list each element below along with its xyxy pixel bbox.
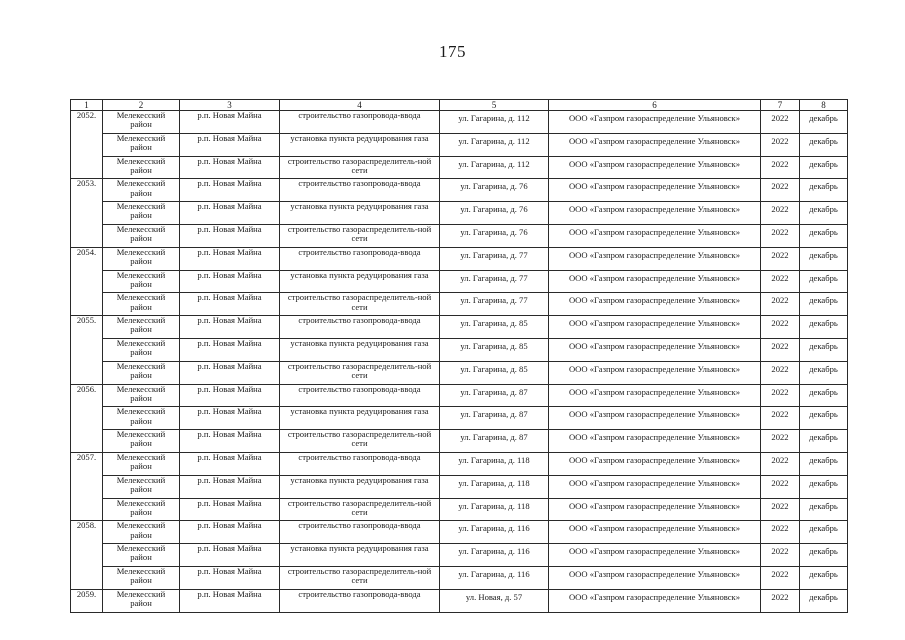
- month-cell: декабрь: [800, 247, 848, 270]
- year-cell: 2022: [761, 361, 800, 384]
- address-cell: ул. Гагарина, д. 112: [440, 111, 549, 134]
- month-cell: декабрь: [800, 224, 848, 247]
- month-cell: декабрь: [800, 544, 848, 567]
- organization-cell: ООО «Газпром газораспределение Ульяновск»: [549, 361, 761, 384]
- district-cell: Мелекесский район: [103, 224, 180, 247]
- year-cell: 2022: [761, 544, 800, 567]
- district-cell: Мелекесский район: [103, 430, 180, 453]
- year-cell: 2022: [761, 247, 800, 270]
- district-cell: Мелекесский район: [103, 498, 180, 521]
- district-cell: Мелекесский район: [103, 452, 180, 475]
- work-type-cell: установка пункта редуцирования газа: [280, 202, 440, 225]
- month-cell: декабрь: [800, 179, 848, 202]
- work-type-cell: строительство газопровода-ввода: [280, 316, 440, 339]
- entry-number-cell: 2053.: [71, 179, 103, 247]
- table-row: [71, 407, 848, 430]
- work-type-cell: установка пункта редуцирования газа: [280, 407, 440, 430]
- organization-cell: ООО «Газпром газораспределение Ульяновск»: [549, 179, 761, 202]
- district-cell: Мелекесский район: [103, 202, 180, 225]
- organization-cell: ООО «Газпром газораспределение Ульяновск»: [549, 498, 761, 521]
- address-cell: ул. Новая, д. 57: [440, 589, 549, 612]
- address-cell: ул. Гагарина, д. 118: [440, 498, 549, 521]
- work-type-cell: строительство газораспределитель-ной сети: [280, 293, 440, 316]
- month-cell: декабрь: [800, 407, 848, 430]
- table-row: [71, 133, 848, 156]
- table-row: [71, 384, 848, 407]
- work-type-cell: строительство газораспределитель-ной сети: [280, 498, 440, 521]
- entry-number-cell: 2058.: [71, 521, 103, 589]
- year-cell: 2022: [761, 111, 800, 134]
- district-cell: Мелекесский район: [103, 247, 180, 270]
- locality-cell: р.п. Новая Майна: [180, 407, 280, 430]
- month-cell: декабрь: [800, 452, 848, 475]
- header-col-5: 5: [440, 100, 549, 111]
- table-row: [71, 475, 848, 498]
- table-row: [71, 430, 848, 453]
- locality-cell: р.п. Новая Майна: [180, 566, 280, 589]
- entry-number-cell: 2052.: [71, 111, 103, 179]
- year-cell: 2022: [761, 566, 800, 589]
- table-row: [71, 224, 848, 247]
- year-cell: 2022: [761, 133, 800, 156]
- locality-cell: р.п. Новая Майна: [180, 224, 280, 247]
- district-cell: Мелекесский район: [103, 133, 180, 156]
- organization-cell: ООО «Газпром газораспределение Ульяновск»: [549, 156, 761, 179]
- locality-cell: р.п. Новая Майна: [180, 544, 280, 567]
- year-cell: 2022: [761, 156, 800, 179]
- month-cell: декабрь: [800, 521, 848, 544]
- district-cell: Мелекесский район: [103, 179, 180, 202]
- table-row: [71, 544, 848, 567]
- table-row: [71, 202, 848, 225]
- address-cell: ул. Гагарина, д. 87: [440, 430, 549, 453]
- year-cell: 2022: [761, 521, 800, 544]
- address-cell: ул. Гагарина, д. 77: [440, 247, 549, 270]
- locality-cell: р.п. Новая Майна: [180, 247, 280, 270]
- locality-cell: р.п. Новая Майна: [180, 293, 280, 316]
- district-cell: Мелекесский район: [103, 270, 180, 293]
- organization-cell: ООО «Газпром газораспределение Ульяновск»: [549, 384, 761, 407]
- year-cell: 2022: [761, 224, 800, 247]
- year-cell: 2022: [761, 202, 800, 225]
- table-row: [71, 521, 848, 544]
- month-cell: декабрь: [800, 202, 848, 225]
- header-col-4: 4: [280, 100, 440, 111]
- locality-cell: р.п. Новая Майна: [180, 361, 280, 384]
- year-cell: 2022: [761, 589, 800, 612]
- address-cell: ул. Гагарина, д. 87: [440, 407, 549, 430]
- locality-cell: р.п. Новая Майна: [180, 133, 280, 156]
- address-cell: ул. Гагарина, д. 76: [440, 179, 549, 202]
- locality-cell: р.п. Новая Майна: [180, 589, 280, 612]
- organization-cell: ООО «Газпром газораспределение Ульяновск»: [549, 407, 761, 430]
- district-cell: Мелекесский район: [103, 544, 180, 567]
- district-cell: Мелекесский район: [103, 293, 180, 316]
- table-row: [71, 338, 848, 361]
- month-cell: декабрь: [800, 430, 848, 453]
- address-cell: ул. Гагарина, д. 85: [440, 338, 549, 361]
- address-cell: ул. Гагарина, д. 116: [440, 566, 549, 589]
- header-col-6: 6: [549, 100, 761, 111]
- page-number: 175: [439, 42, 466, 61]
- organization-cell: ООО «Газпром газораспределение Ульяновск»: [549, 544, 761, 567]
- organization-cell: ООО «Газпром газораспределение Ульяновск»: [549, 293, 761, 316]
- organization-cell: ООО «Газпром газораспределение Ульяновск»: [549, 338, 761, 361]
- address-cell: ул. Гагарина, д. 112: [440, 133, 549, 156]
- gasification-table: [70, 99, 848, 613]
- locality-cell: р.п. Новая Майна: [180, 202, 280, 225]
- entry-number-cell: 2056.: [71, 384, 103, 452]
- locality-cell: р.п. Новая Майна: [180, 475, 280, 498]
- work-type-cell: строительство газопровода-ввода: [280, 521, 440, 544]
- district-cell: Мелекесский район: [103, 589, 180, 612]
- year-cell: 2022: [761, 270, 800, 293]
- district-cell: Мелекесский район: [103, 316, 180, 339]
- year-cell: 2022: [761, 498, 800, 521]
- locality-cell: р.п. Новая Майна: [180, 430, 280, 453]
- organization-cell: ООО «Газпром газораспределение Ульяновск»: [549, 202, 761, 225]
- header-col-2: 2: [103, 100, 180, 111]
- entry-number-cell: 2057.: [71, 452, 103, 520]
- header-col-3: 3: [180, 100, 280, 111]
- month-cell: декабрь: [800, 316, 848, 339]
- organization-cell: ООО «Газпром газораспределение Ульяновск»: [549, 133, 761, 156]
- work-type-cell: строительство газораспределитель-ной сети: [280, 361, 440, 384]
- table-row: [71, 247, 848, 270]
- organization-cell: ООО «Газпром газораспределение Ульяновск»: [549, 224, 761, 247]
- work-type-cell: строительство газораспределитель-ной сети: [280, 566, 440, 589]
- organization-cell: ООО «Газпром газораспределение Ульяновск»: [549, 430, 761, 453]
- district-cell: Мелекесский район: [103, 338, 180, 361]
- locality-cell: р.п. Новая Майна: [180, 384, 280, 407]
- locality-cell: р.п. Новая Майна: [180, 338, 280, 361]
- table-row: [71, 452, 848, 475]
- work-type-cell: установка пункта редуцирования газа: [280, 338, 440, 361]
- table-row: [71, 498, 848, 521]
- work-type-cell: строительство газопровода-ввода: [280, 384, 440, 407]
- organization-cell: ООО «Газпром газораспределение Ульяновск»: [549, 316, 761, 339]
- district-cell: Мелекесский район: [103, 407, 180, 430]
- district-cell: Мелекесский район: [103, 566, 180, 589]
- address-cell: ул. Гагарина, д. 76: [440, 202, 549, 225]
- table-row: [71, 111, 848, 134]
- address-cell: ул. Гагарина, д. 85: [440, 316, 549, 339]
- entry-number-cell: 2055.: [71, 316, 103, 384]
- table-row: [71, 316, 848, 339]
- work-type-cell: строительство газопровода-ввода: [280, 111, 440, 134]
- address-cell: ул. Гагарина, д. 76: [440, 224, 549, 247]
- month-cell: декабрь: [800, 270, 848, 293]
- table-body: [71, 111, 848, 613]
- organization-cell: ООО «Газпром газораспределение Ульяновск»: [549, 247, 761, 270]
- table-row: [71, 270, 848, 293]
- district-cell: Мелекесский район: [103, 111, 180, 134]
- month-cell: декабрь: [800, 384, 848, 407]
- table-row: [71, 156, 848, 179]
- work-type-cell: установка пункта редуцирования газа: [280, 544, 440, 567]
- address-cell: ул. Гагарина, д. 116: [440, 544, 549, 567]
- work-type-cell: строительство газораспределитель-ной сети: [280, 224, 440, 247]
- locality-cell: р.п. Новая Майна: [180, 156, 280, 179]
- district-cell: Мелекесский район: [103, 156, 180, 179]
- locality-cell: р.п. Новая Майна: [180, 498, 280, 521]
- organization-cell: ООО «Газпром газораспределение Ульяновск»: [549, 566, 761, 589]
- table-row: [71, 293, 848, 316]
- column-number-row: [71, 100, 848, 111]
- locality-cell: р.п. Новая Майна: [180, 521, 280, 544]
- address-cell: ул. Гагарина, д. 87: [440, 384, 549, 407]
- locality-cell: р.п. Новая Майна: [180, 179, 280, 202]
- month-cell: декабрь: [800, 133, 848, 156]
- table-row: [71, 361, 848, 384]
- month-cell: декабрь: [800, 361, 848, 384]
- work-type-cell: строительство газораспределитель-ной сети: [280, 430, 440, 453]
- month-cell: декабрь: [800, 293, 848, 316]
- address-cell: ул. Гагарина, д. 112: [440, 156, 549, 179]
- month-cell: декабрь: [800, 156, 848, 179]
- address-cell: ул. Гагарина, д. 116: [440, 521, 549, 544]
- year-cell: 2022: [761, 384, 800, 407]
- locality-cell: р.п. Новая Майна: [180, 452, 280, 475]
- locality-cell: р.п. Новая Майна: [180, 111, 280, 134]
- year-cell: 2022: [761, 179, 800, 202]
- entry-number-cell: 2054.: [71, 247, 103, 315]
- district-cell: Мелекесский район: [103, 475, 180, 498]
- month-cell: декабрь: [800, 475, 848, 498]
- year-cell: 2022: [761, 430, 800, 453]
- address-cell: ул. Гагарина, д. 118: [440, 452, 549, 475]
- year-cell: 2022: [761, 407, 800, 430]
- entry-number-cell: 2059.: [71, 589, 103, 612]
- district-cell: Мелекесский район: [103, 521, 180, 544]
- locality-cell: р.п. Новая Майна: [180, 316, 280, 339]
- work-type-cell: строительство газопровода-ввода: [280, 179, 440, 202]
- year-cell: 2022: [761, 293, 800, 316]
- organization-cell: ООО «Газпром газораспределение Ульяновск»: [549, 521, 761, 544]
- year-cell: 2022: [761, 338, 800, 361]
- address-cell: ул. Гагарина, д. 85: [440, 361, 549, 384]
- month-cell: декабрь: [800, 111, 848, 134]
- district-cell: Мелекесский район: [103, 361, 180, 384]
- address-cell: ул. Гагарина, д. 77: [440, 293, 549, 316]
- organization-cell: ООО «Газпром газораспределение Ульяновск»: [549, 111, 761, 134]
- organization-cell: ООО «Газпром газораспределение Ульяновск»: [549, 452, 761, 475]
- district-cell: Мелекесский район: [103, 384, 180, 407]
- work-type-cell: строительство газораспределитель-ной сети: [280, 156, 440, 179]
- organization-cell: ООО «Газпром газораспределение Ульяновск»: [549, 270, 761, 293]
- header-col-7: 7: [761, 100, 800, 111]
- work-type-cell: установка пункта редуцирования газа: [280, 475, 440, 498]
- year-cell: 2022: [761, 475, 800, 498]
- address-cell: ул. Гагарина, д. 118: [440, 475, 549, 498]
- locality-cell: р.п. Новая Майна: [180, 270, 280, 293]
- header-col-8: 8: [800, 100, 848, 111]
- month-cell: декабрь: [800, 566, 848, 589]
- work-type-cell: установка пункта редуцирования газа: [280, 270, 440, 293]
- address-cell: ул. Гагарина, д. 77: [440, 270, 549, 293]
- header-col-1: 1: [71, 100, 103, 111]
- month-cell: декабрь: [800, 498, 848, 521]
- year-cell: 2022: [761, 316, 800, 339]
- year-cell: 2022: [761, 452, 800, 475]
- table-row: [71, 179, 848, 202]
- work-type-cell: строительство газопровода-ввода: [280, 589, 440, 612]
- organization-cell: ООО «Газпром газораспределение Ульяновск»: [549, 589, 761, 612]
- work-type-cell: установка пункта редуцирования газа: [280, 133, 440, 156]
- month-cell: декабрь: [800, 338, 848, 361]
- organization-cell: ООО «Газпром газораспределение Ульяновск»: [549, 475, 761, 498]
- work-type-cell: строительство газопровода-ввода: [280, 452, 440, 475]
- month-cell: декабрь: [800, 589, 848, 612]
- work-type-cell: строительство газопровода-ввода: [280, 247, 440, 270]
- table-row: [71, 566, 848, 589]
- table-row: [71, 589, 848, 612]
